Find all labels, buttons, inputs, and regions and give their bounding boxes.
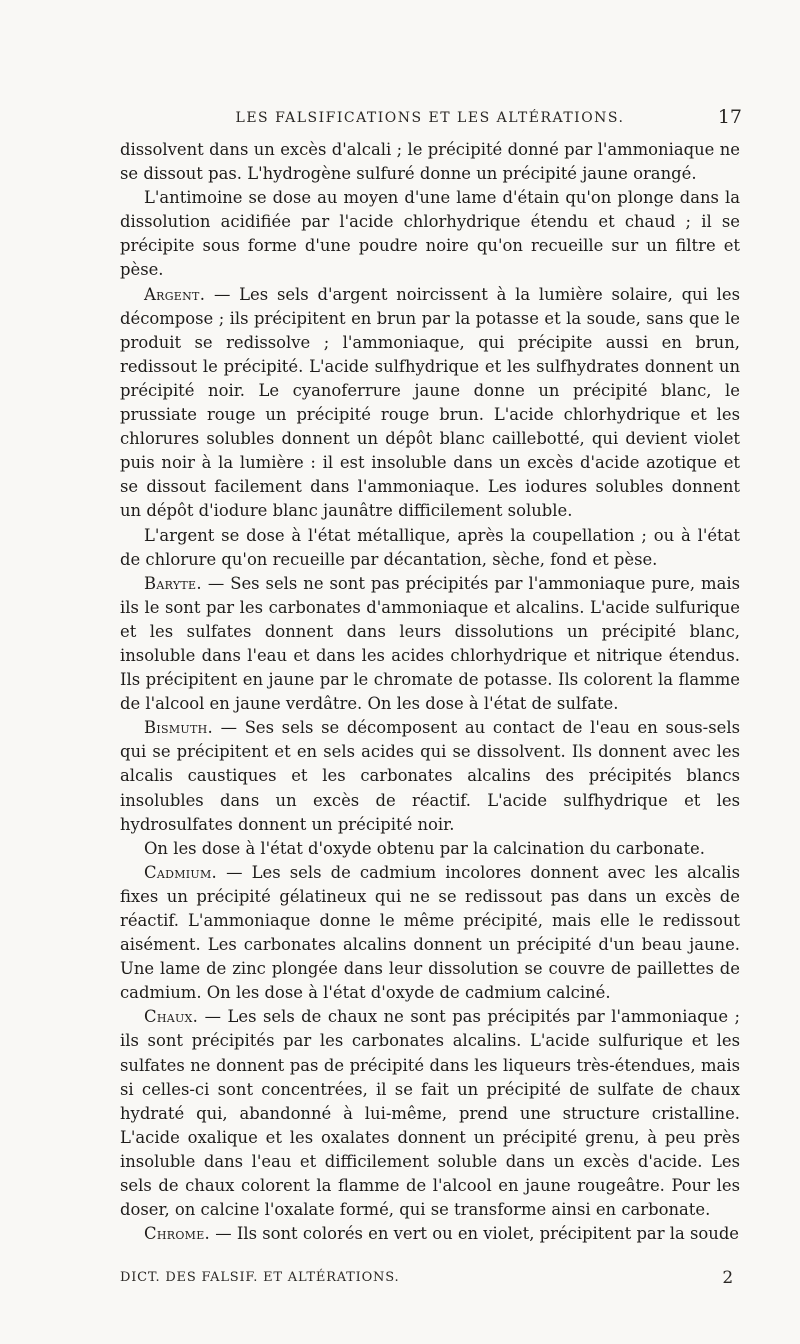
- paragraph-chaux: [120, 1005, 740, 1222]
- footer-signature: DICT. DES FALSIF. ET ALTÉRATIONS.: [120, 1270, 400, 1285]
- paragraph-text: — Les sels d'argent noircissent à la lumière solaire, qui les décompose ; ils précipitent en brun par la potasse et la soude, sans que le produit se redissolve ; l'ammoniaque, qui précipite aussi en brun, redissout le précipité. L'acide sulfhydrique et les sulfhydrates donnent un précipité noir. Le cyanoferrure jaune donne un précipité blanc, le prussiate rouge un précipité rouge brun. L'acide chlorhydrique et les chlorures solubles donnent un dépôt blanc caillebotté, qui devient violet puis noir à la lumière : il est insoluble dans un excès d'acide azotique et se dissout facilement dans l'ammoniaque. Les iodures solubles donnent un dépôt d'iodure blanc jaunâtre difficilement soluble.: [120, 284, 740, 521]
- paragraph-text: L'argent se dose à l'état métallique, après la coupellation ; ou à l'état de chlorure qu'on recueille par décantation, sèche, fond et pèse.: [120, 525, 740, 569]
- paragraph-chrome: [120, 1222, 740, 1246]
- page-number: 17: [717, 106, 742, 128]
- paragraph: [120, 524, 740, 572]
- paragraph-lead: Baryte.: [144, 573, 202, 593]
- paragraph-lead: Argent.: [144, 284, 206, 304]
- paragraph: [120, 186, 740, 282]
- paragraph-text: — Ils sont colorés en vert ou en violet, précipitent par la soude: [210, 1224, 740, 1244]
- footer: [120, 1270, 740, 1292]
- paragraph-text: — Les sels de chaux ne sont pas précipités par l'ammoniaque ; ils sont précipités par les carbonates alcalins. L'acide sulfurique et les sulfates ne donnent pas de précipité dans les liqueurs très-étendues, mais si celles-ci sont concentrées, il se fait un précipité de sulfate de chaux hydraté qui, abandonné à lui-même, prend une structure cristalline. L'acide oxalique et les oxalates donnent un précipité grenu, à peu près insoluble dans l'eau et difficilement soluble dans un excès d'acide. Les sels de chaux colorent la flamme de l'alcool en jaune rougeâtre. Pour les doser, on calcine l'oxalate formé, qui se transforme ainsi en carbonate.: [120, 1007, 740, 1220]
- paragraph-text: L'antimoine se dose au moyen d'une lame d'étain qu'on plonge dans la dissolution acidifiée par l'acide chlorhydrique étendu et chaud ; il se précipite sous forme d'une poudre noire qu'on recueille sur un filtre et pèse.: [120, 188, 740, 280]
- paragraph-cadmium: [120, 861, 740, 1006]
- running-head: [120, 106, 742, 134]
- sheet-number: 2: [722, 1268, 734, 1288]
- running-title: LES FALSIFICATIONS ET LES ALTÉRATIONS.: [235, 110, 625, 126]
- paragraph-text: dissolvent dans un excès d'alcali ; le précipité donné par l'ammoniaque ne se dissout pas. L'hydrogène sulfuré donne un précipité jaune orangé.: [120, 140, 740, 184]
- paragraph-lead: Bismuth.: [144, 718, 213, 738]
- paragraph-text: — Ses sels ne sont pas précipités par l'ammoniaque pure, mais ils le sont par les carbonates d'ammoniaque et alcalins. L'acide sulfurique et les sulfates donnent dans leurs dissolutions un précipité blanc, insoluble dans l'eau et dans les acides chlorhydrique et nitrique étendus. Ils précipitent en jaune par le chromate de potasse. Ils colorent la flamme de l'alcool en jaune verdâtre. On les dose à l'état de sulfate.: [120, 573, 740, 714]
- paragraph: [120, 138, 740, 186]
- paragraph-lead: Chrome.: [144, 1224, 211, 1244]
- paragraph-baryte: [120, 572, 740, 717]
- paragraph-text: — Les sels de cadmium incolores donnent avec les alcalis fixes un précipité gélatineux qui ne se redissout pas dans un excès de réactif. L'ammoniaque donne le même précipité, mais elle le redissout aisément. Les carbonates alcalins donnent un précipité d'un beau jaune. Une lame de zinc plongée dans leur dissolution se couvre de paillettes de cadmium. On les dose à l'état d'oxyde de cadmium calciné.: [120, 862, 740, 1003]
- paragraph-bismuth: [120, 716, 740, 836]
- paragraph: [120, 837, 740, 861]
- paragraph-argent: [120, 283, 740, 524]
- paragraph-lead: Chaux.: [144, 1007, 199, 1027]
- paragraph-text: On les dose à l'état d'oxyde obtenu par la calcination du carbonate.: [144, 838, 705, 858]
- body-text: [120, 138, 740, 1246]
- paragraph-text: — Ses sels se décomposent au contact de l'eau en sous-sels qui se précipitent et en sels acides qui se dissolvent. Ils donnent avec les alcalis caustiques et les carbonates alcalins des précipités blancs insolubles dans un excès de réactif. L'acide sulfhydrique et les hydrosulfates donnent un précipité noir.: [120, 718, 740, 834]
- paragraph-lead: Cadmium.: [144, 862, 218, 882]
